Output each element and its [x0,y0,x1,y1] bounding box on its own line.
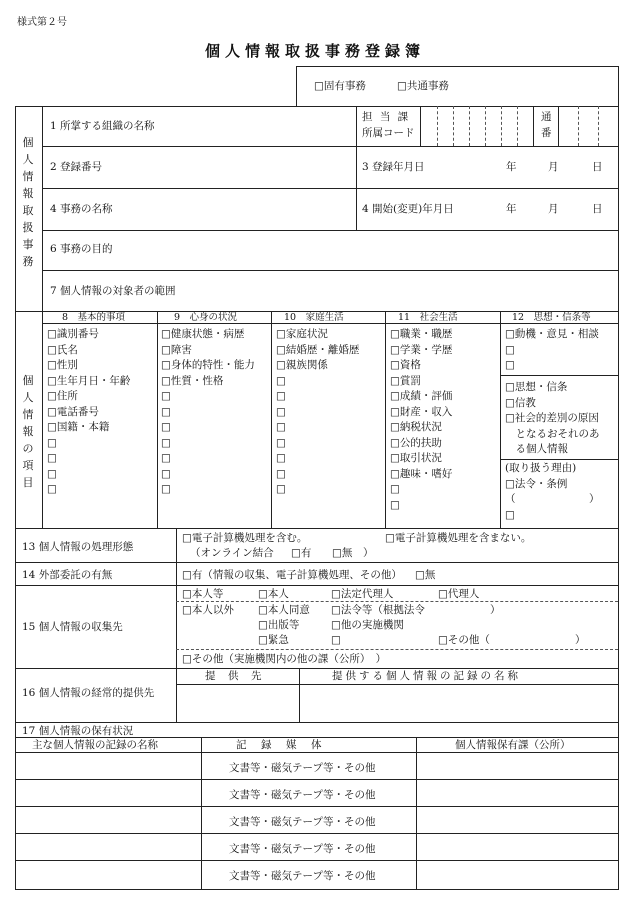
lower-label-divider [176,528,177,723]
frame-left-line [15,106,16,890]
cat8-item[interactable]: □ [47,452,57,464]
online-yes-checkbox[interactable]: □有 [291,547,312,559]
outsourcing-label: 14 外部委託の有無 [22,569,113,581]
cat12-note: となるおそれのあ [505,427,600,440]
code-box-6 [501,106,502,146]
reg-month: 月 [548,161,559,173]
row17-label-line [15,737,618,738]
cat9-item[interactable]: □ [161,452,171,464]
source-law[interactable]: □法令等（根拠法令 [331,604,425,616]
row2-divider [356,146,357,188]
cat-divider-1 [157,311,158,528]
source-blank[interactable]: □ [331,634,341,646]
cat12-split-line-2 [500,459,618,460]
subjects-label: 7 個人情報の対象者の範囲 [50,285,176,297]
cat8-item[interactable]: □電話番号 [47,405,99,418]
cat10-item[interactable]: □親族関係 [276,359,328,371]
row15-bottom-line [15,668,618,669]
cat11-item[interactable]: □公的扶助 [390,436,442,449]
cat-divider-4 [500,311,501,528]
row17-line-3 [15,833,618,834]
row17-line-1 [15,779,618,780]
source-consent[interactable]: □本人同意 [258,604,310,616]
row1-divider [356,106,357,146]
collection-label: 15 個人情報の収集先 [22,621,123,633]
cat8-item[interactable]: □ [47,436,57,449]
source-legal-agent[interactable]: □法定代理人 [331,588,394,600]
cat10-item[interactable]: □ [276,436,286,449]
provision-label: 16 個人情報の経常的提供先 [22,687,155,699]
source-self[interactable]: □本人 [258,588,289,600]
cat12-item[interactable]: □信教 [505,396,536,409]
reg-date-label: 3 登録年月日 [362,161,425,173]
source-law-close: ） [490,604,501,616]
code-box-1 [420,106,421,146]
cat8-item[interactable]: □国籍・本籍 [47,421,110,433]
computer-yes-checkbox[interactable]: □電子計算機処理を含む。 [182,532,308,544]
row6-bottom-line [42,270,618,271]
start-day: 日 [592,203,603,215]
processing-label: 13 個人情報の処理形態 [22,541,134,553]
dept-label: 担 当 課 [362,111,411,123]
row17-header-line [15,752,618,753]
source-other-close: ） [575,634,586,646]
source-agent[interactable]: □代理人 [438,588,480,600]
online-label: （オンライン結合 [190,547,274,559]
cat10-item[interactable]: □ [276,390,286,402]
cat8-item[interactable]: □住所 [47,390,78,402]
section-b-label: 個人情報の項目 [22,374,34,489]
frame-top-line [15,106,618,107]
cat9-item[interactable]: □ [161,405,171,418]
cat11-item[interactable]: □取引状況 [390,452,442,464]
outsourcing-yes-checkbox[interactable]: □有（情報の収集、電子計算機処理、その他） [182,569,402,581]
row17-divider-2 [416,737,417,889]
cat-divider-3 [385,311,386,528]
row15-dash-1 [176,601,618,602]
row16-header-line [176,684,618,685]
source-emergency[interactable]: □緊急 [258,634,289,646]
cat9-item[interactable]: □ [161,483,171,495]
holding-label: 17 個人情報の保有状況 [22,725,134,737]
row16-bottom-line [15,722,618,723]
row17-line-2 [15,806,618,807]
cat10-item[interactable]: □ [276,467,286,480]
cat12-note: る個人情報 [505,443,568,455]
reg-year: 年 [506,161,517,173]
start-date-label: 4 開始(変更)年月日 [362,203,454,215]
org-name-label: 1 所掌する組織の名称 [50,120,155,132]
computer-no-checkbox[interactable]: □電子計算機処理を含まない。 [385,532,532,544]
cat12-item[interactable]: □ [505,359,515,371]
reg-day: 日 [592,161,603,173]
cat10-item[interactable]: □ [276,452,286,464]
start-month: 月 [548,203,559,215]
cat12-item[interactable]: □社会的差別の原因 [505,412,599,424]
serial-label-1: 通 [541,111,552,123]
worktype-top-line [296,66,618,67]
row2-bottom-line [42,188,618,189]
media-options[interactable]: 文書等・磁気テープ等・その他 [229,789,376,801]
source-other[interactable]: □その他（ [438,634,490,646]
row14-bottom-line [15,585,618,586]
cat11-header: 11 社会生活 [398,312,458,323]
cat12-item[interactable]: □動機・意見・相談 [505,328,599,340]
cat9-item[interactable]: □ [161,436,171,449]
cat11-item[interactable]: □職業・職歴 [390,328,453,340]
cat9-header: 9 心身の状況 [174,312,238,323]
code-box-5 [485,106,486,146]
source-other-agency[interactable]: □他の実施機関 [331,619,404,631]
cat11-item[interactable]: □資格 [390,359,421,371]
record-name-header: 主な個人情報の記録の名称 [32,739,158,751]
purpose-label: 6 事務の目的 [50,243,113,255]
serial-label-2: 番 [541,127,552,139]
code-box-7 [517,106,518,146]
provider-header: 提 供 先 [205,670,263,682]
cat9-item[interactable]: □ [161,390,171,402]
office-header: 個人情報保有課（公所） [455,739,571,751]
row16-divider [299,668,300,723]
dept-code-label: 所属コード [362,127,415,139]
media-options[interactable]: 文書等・磁気テープ等・その他 [229,870,376,882]
section-label-divider [42,106,43,528]
cat10-item[interactable]: □ [276,421,286,433]
row4-divider [356,188,357,230]
cat10-item[interactable]: □結婚歴・離婚歴 [276,343,360,356]
cat12-item[interactable]: □ [505,343,515,356]
cat12-item[interactable]: □思想・信条 [505,381,568,393]
worktype-left-line [296,66,297,106]
media-options[interactable]: 文書等・磁気テープ等・その他 [229,843,376,855]
outsourcing-no-checkbox[interactable]: □無 [415,569,436,581]
cat8-item[interactable]: □識別番号 [47,328,99,340]
cat10-list [276,327,359,498]
reg-number-label: 2 登録番号 [50,161,103,173]
cat9-list [161,327,255,498]
reason-law[interactable]: □法令・条例 [505,477,568,490]
code-box-4 [469,106,470,146]
row4-bottom-line [42,230,618,231]
checkbox-unique-work[interactable]: □固有事務 [314,80,366,92]
source-publication[interactable]: □出版等 [258,619,300,631]
code-box-2 [437,106,438,146]
cat10-item[interactable]: □ [276,374,286,387]
cat10-item[interactable]: □ [276,483,286,495]
section-b-bottom-line [15,528,618,529]
cat9-item[interactable]: □身体的特性・能力 [161,359,255,371]
media-options[interactable]: 文書等・磁気テープ等・その他 [229,816,376,828]
cat8-item[interactable]: □ [47,483,57,495]
cat12-top-list [505,327,599,374]
media-options[interactable]: 文書等・磁気テープ等・その他 [229,762,376,774]
cat9-item[interactable]: □ [161,467,171,480]
cat10-header: 10 家庭生活 [284,312,344,323]
row17-line-4 [15,860,618,861]
serial-box-2 [578,106,579,146]
frame-right-line [618,66,619,890]
category-header-line [42,323,618,324]
reason-law-detail: （ ） [505,493,600,505]
cat8-item[interactable]: □氏名 [47,343,78,356]
form-title: 個人情報取扱事務登録簿 [204,42,425,60]
cat11-item[interactable]: □ [390,483,400,495]
cat11-item[interactable]: □賞罰 [390,374,421,387]
cat11-item[interactable]: □成績・評価 [390,390,453,402]
work-name-label: 4 事務の名称 [50,203,113,215]
source-self-group[interactable]: □本人等 [182,588,224,600]
cat11-item[interactable]: □趣味・嗜好 [390,467,453,480]
code-box-3 [453,106,454,146]
cat8-header: 8 基本的事項 [62,312,126,323]
cat10-item[interactable]: □ [276,405,286,418]
cat8-list [47,327,130,498]
serial-box-1 [558,106,559,146]
row13-bottom-line [15,562,618,563]
cat8-item[interactable]: □性別 [47,359,78,371]
cat9-item[interactable]: □障害 [161,343,192,356]
cat9-item[interactable]: □性質・性格 [161,374,224,387]
serial-divider [533,106,534,146]
cat12-header: 12 思想・信条等 [512,312,591,323]
section-a-label: 個人情報取扱事務 [22,136,34,268]
cat8-item[interactable]: □ [47,467,57,480]
cat12-reason-list [505,461,600,523]
row1-bottom-line [42,146,618,147]
form-number: 様式第２号 [17,17,67,28]
cat-divider-2 [271,311,272,528]
cat11-item[interactable]: □納税状況 [390,421,442,433]
start-year: 年 [506,203,517,215]
cat8-item[interactable]: □生年月日・年齢 [47,374,131,387]
online-no-checkbox[interactable]: □無 [332,547,353,559]
source-internal[interactable]: □その他（実施機関内の他の課（公所） ） [182,653,387,665]
cat9-item[interactable]: □ [161,421,171,433]
serial-box-3 [598,106,599,146]
checkbox-common-work[interactable]: □共通事務 [397,80,449,92]
online-close: ） [363,547,374,559]
cat9-item[interactable]: □健康状態・病歴 [161,328,245,340]
media-header: 記 録 媒 体 [236,739,324,751]
record-header: 提供する個人情報の記録の名称 [332,670,521,682]
cat10-item[interactable]: □家庭状況 [276,328,328,340]
cat11-item[interactable]: □ [390,498,400,511]
source-others-group[interactable]: □本人以外 [182,604,234,616]
cat12-split-line-1 [500,375,618,376]
reason-other[interactable]: □ [505,508,515,521]
frame-bottom-line [15,889,618,890]
cat11-item[interactable]: □財産・収入 [390,405,453,418]
row17-divider-1 [201,737,202,889]
cat11-item[interactable]: □学業・学歴 [390,343,453,356]
cat11-list [390,327,452,513]
row15-dash-2 [176,649,618,650]
cat12-mid-list [505,380,600,458]
reason-label: (取り扱う理由) [505,462,577,474]
